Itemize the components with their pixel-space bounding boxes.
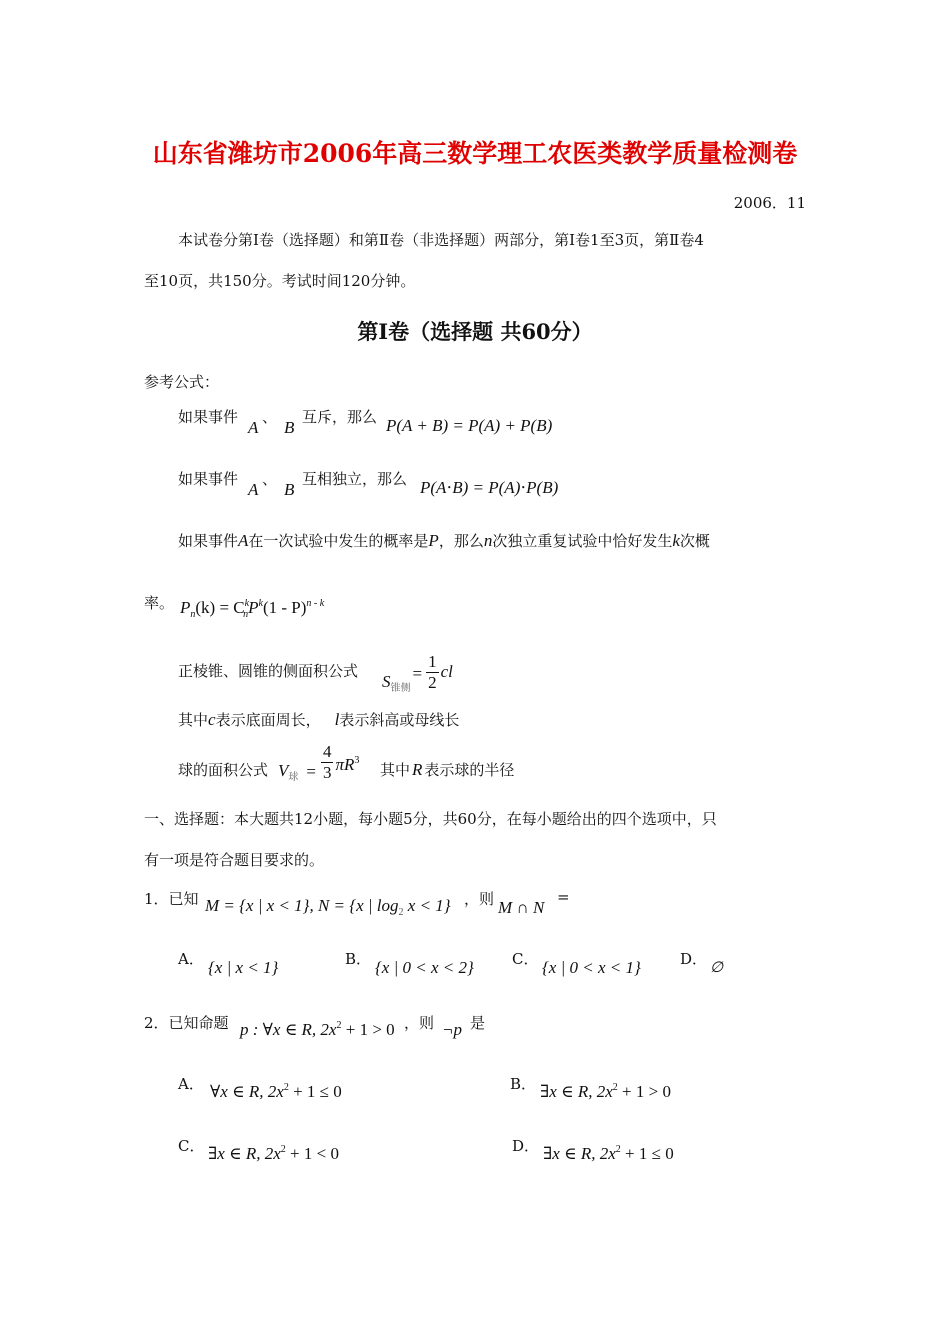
formula-multiplication-rule: P(A⋅B) = P(A)⋅P(B) [420, 478, 559, 497]
q1-option-c: {x | 0 < x < 1} [542, 958, 641, 977]
section-heading: 第Ⅰ卷（选择题 共60分） [357, 319, 593, 344]
q1-option-d-label: D． [680, 950, 708, 968]
formula-3-continuation: 率。 [144, 594, 175, 612]
sphere-area-text: 球的面积公式 [178, 761, 269, 779]
q2-option-c: ∃x ∈ R, $2x^2 + 1 < 0$ [208, 1144, 339, 1163]
formula-2-event-a: A [248, 480, 259, 499]
intro-line-2: 至10页，共150分。考试时间120分钟。 [144, 272, 416, 290]
intro-line-1: 本试卷分第Ⅰ卷（选择题）和第Ⅱ卷（非选择题）两部分，第Ⅰ卷1至3页，第Ⅱ卷4 [178, 231, 704, 249]
formula-1-event-a: A [248, 418, 259, 437]
q2-option-a: ∀x ∈ R, $2x^2 + 1 \le 0$ [210, 1082, 342, 1101]
q2-option-c-label: C． [178, 1137, 205, 1155]
formulas-label: 参考公式： [144, 373, 220, 391]
sphere-area-note: 其中 R 表示球的半径 [380, 760, 515, 779]
q2-option-a-label: A． [178, 1075, 204, 1093]
lateral-area-formula: $S_{锥侧}$ = $\frac{1}{2}$ cl [382, 651, 453, 694]
q1-ask: M ∩ N [498, 898, 545, 917]
formula-2-separator: 、 [262, 470, 278, 488]
q2-option-b-label: B． [510, 1075, 537, 1093]
q1-option-a: {x | x < 1} [208, 958, 279, 977]
formula-2-text: 如果事件 [178, 470, 239, 488]
formula-1-text-2: 互斥，那么 [302, 408, 378, 426]
formula-1-event-b: B [284, 418, 295, 437]
q2-stem: p : ∀x ∈ R, $2x^2 + 1 > 0$ [240, 1020, 395, 1039]
q2-option-d: ∃x ∈ R, $2x^2 + 1 \le 0$ [543, 1144, 674, 1163]
formula-1-text: 如果事件 [178, 408, 239, 426]
q2-number: 2．已知命题 [144, 1014, 229, 1032]
q2-option-d-label: D． [512, 1137, 540, 1155]
formula-3-text: 如果事件A在一次试验中发生的概率是P，那么n次独立重复试验中恰好发生k次概 [178, 531, 710, 550]
formula-binomial: $P_n(k) = C^k_nP^k(1 - P)^{n - k}$ [180, 598, 325, 620]
lateral-area-text: 正棱锥、圆锥的侧面积公式 [178, 662, 359, 680]
q1-option-a-label: A． [178, 950, 204, 968]
q2-is: 是 [470, 1014, 486, 1032]
part1-instruction-1: 一、选择题：本大题共12小题，每小题5分，共60分，在每小题给出的四个选项中，只 [144, 810, 717, 828]
sphere-area-formula: $V_球$ = $\frac{4}{3}$ $\pi R^3$ [278, 742, 360, 783]
formula-addition-rule: P(A + B) = P(A) + P(B) [386, 416, 553, 435]
q1-option-b: {x | 0 < x < 2} [375, 958, 474, 977]
lateral-area-note: 其中c表示底面周长， l表示斜高或母线长 [178, 710, 460, 729]
q1-option-b-label: B． [345, 950, 372, 968]
part1-instruction-2: 有一项是符合题目要求的。 [144, 851, 325, 869]
q2-negation: ¬p [442, 1020, 462, 1039]
formula-3-n: n [483, 531, 493, 550]
q1-option-d: ∅ [710, 960, 724, 976]
q2-then: ，则 [404, 1014, 435, 1032]
formula-3-k: k [672, 531, 680, 550]
formula-2-text-2: 互相独立，那么 [302, 470, 408, 488]
formula-3-a: A [238, 531, 249, 550]
exam-date: 2006．11 [733, 194, 806, 212]
q1-option-c-label: C． [512, 950, 539, 968]
formula-3-p: P [428, 531, 439, 550]
q1-number: 1．已知 [144, 890, 199, 908]
formula-2-event-b: B [284, 480, 295, 499]
q2-option-b: ∃x ∈ R, $2x^2 + 1 > 0$ [540, 1082, 671, 1101]
formula-1-separator: 、 [262, 408, 278, 426]
q1-then: ，则 [464, 890, 495, 908]
q1-stem: M = {x | x < 1}, N = {x | $\log_2 x < 1$} [205, 896, 451, 918]
q1-equals: = [557, 888, 570, 906]
document-title: 山东省潍坊市2006年高三数学理工农医类教学质量检测卷 [152, 139, 798, 168]
